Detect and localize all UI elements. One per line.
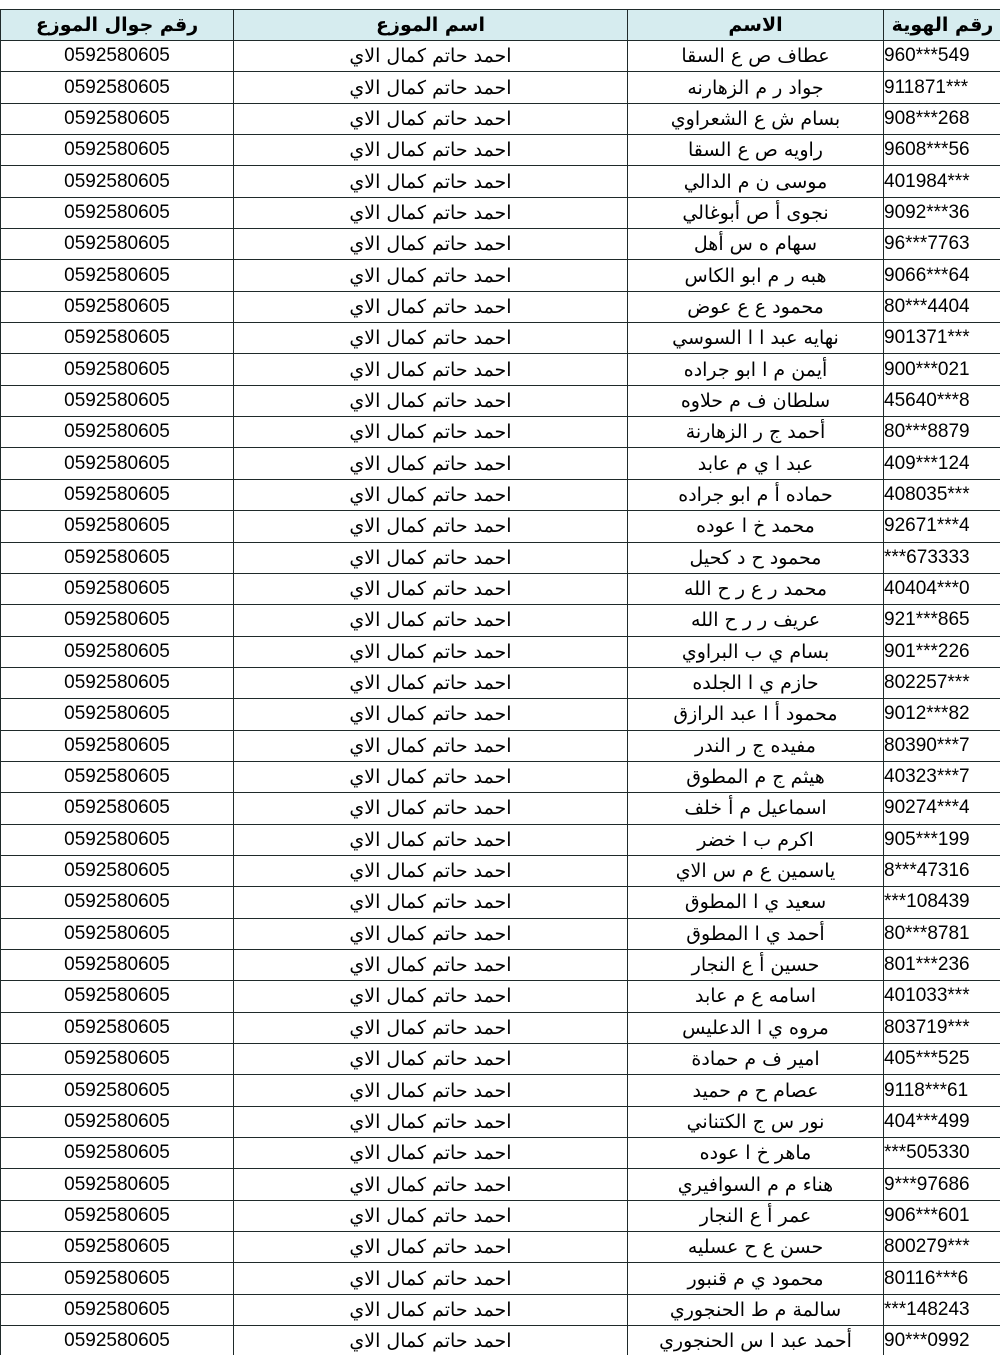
distributor-phone-cell: 0592580605 — [1, 1169, 234, 1200]
table-row — [1, 1044, 1000, 1075]
name-cell: أيمن م ا ابو جراده — [628, 354, 884, 385]
distributor-phone-cell: 0592580605 — [1, 323, 234, 354]
distributor-phone-cell: 0592580605 — [1, 730, 234, 761]
id-number-cell: 409***124 — [884, 448, 1000, 479]
id-number-cell: ***148243 — [884, 1294, 1000, 1325]
id-number-cell: 8***47316 — [884, 855, 1000, 886]
name-cell: محمود ع ع عوض — [628, 291, 884, 322]
table-row — [1, 1075, 1000, 1106]
distributor-name-cell: احمد حاتم كمال الاي — [234, 260, 628, 291]
table-row — [1, 573, 1000, 604]
table-row — [1, 260, 1000, 291]
table-row — [1, 1138, 1000, 1169]
id-number-cell: ***505330 — [884, 1138, 1000, 1169]
name-cell: بسام ي ب البراوي — [628, 636, 884, 667]
distributor-phone-cell: 0592580605 — [1, 229, 234, 260]
header-distributor-name: اسم الموزع — [234, 10, 628, 41]
distributor-name-cell: احمد حاتم كمال الاي — [234, 229, 628, 260]
distributor-phone-cell: 0592580605 — [1, 448, 234, 479]
name-cell: عمر أ ع النجار — [628, 1200, 884, 1231]
distributor-name-cell: احمد حاتم كمال الاي — [234, 1263, 628, 1294]
distributor-phone-cell: 0592580605 — [1, 479, 234, 510]
distributor-name-cell: احمد حاتم كمال الاي — [234, 699, 628, 730]
id-number-cell: 80***8781 — [884, 918, 1000, 949]
distributor-phone-cell: 0592580605 — [1, 354, 234, 385]
name-cell: مروه ي ا الدعليس — [628, 1012, 884, 1043]
name-cell: محمد ر ع ر ح الله — [628, 573, 884, 604]
id-number-cell: 404***499 — [884, 1106, 1000, 1137]
distributor-name-cell: احمد حاتم كمال الاي — [234, 72, 628, 103]
id-number-cell: 405***525 — [884, 1044, 1000, 1075]
name-cell: ماهر خ ا عوده — [628, 1138, 884, 1169]
distributor-phone-cell: 0592580605 — [1, 949, 234, 980]
id-number-cell: 401033*** — [884, 981, 1000, 1012]
id-number-cell: ***673333 — [884, 542, 1000, 573]
distributor-name-cell: احمد حاتم كمال الاي — [234, 1012, 628, 1043]
name-cell: محمود ح د كحيل — [628, 542, 884, 573]
distributor-phone-cell: 0592580605 — [1, 103, 234, 134]
id-number-cell: 9608***56 — [884, 135, 1000, 166]
name-cell: حازم ي ا الجلده — [628, 667, 884, 698]
distributor-phone-cell: 0592580605 — [1, 573, 234, 604]
name-cell: أحمد ج ر الزهارنة — [628, 417, 884, 448]
table-row — [1, 1232, 1000, 1263]
name-cell: محمود أ ا عبد الرازق — [628, 699, 884, 730]
table-row — [1, 417, 1000, 448]
distributor-name-cell: احمد حاتم كمال الاي — [234, 479, 628, 510]
id-number-cell: 408035*** — [884, 479, 1000, 510]
distribution-table — [0, 9, 1000, 1355]
id-number-cell: 900***021 — [884, 354, 1000, 385]
distributor-name-cell: احمد حاتم كمال الاي — [234, 1075, 628, 1106]
distributor-name-cell: احمد حاتم كمال الاي — [234, 1232, 628, 1263]
id-number-cell: 90***0992 — [884, 1326, 1000, 1355]
distributor-phone-cell: 0592580605 — [1, 197, 234, 228]
name-cell: نور س ج الكتناني — [628, 1106, 884, 1137]
id-number-cell: 921***865 — [884, 605, 1000, 636]
table-row — [1, 354, 1000, 385]
distributor-phone-cell: 0592580605 — [1, 1232, 234, 1263]
name-cell: حسن ع ح عسليه — [628, 1232, 884, 1263]
distributor-phone-cell: 0592580605 — [1, 636, 234, 667]
table-row — [1, 605, 1000, 636]
table-row — [1, 197, 1000, 228]
id-number-cell: 802257*** — [884, 667, 1000, 698]
id-number-cell: 801***236 — [884, 949, 1000, 980]
name-cell: أحمد عبد ا س الحنجوري — [628, 1326, 884, 1355]
id-number-cell: 803719*** — [884, 1012, 1000, 1043]
distributor-phone-cell: 0592580605 — [1, 1044, 234, 1075]
distributor-name-cell: احمد حاتم كمال الاي — [234, 824, 628, 855]
id-number-cell: 960***549 — [884, 41, 1000, 72]
header-name: الاسم — [628, 10, 884, 41]
id-number-cell: 901***226 — [884, 636, 1000, 667]
distributor-phone-cell: 0592580605 — [1, 761, 234, 792]
distributor-name-cell: احمد حاتم كمال الاي — [234, 1326, 628, 1355]
distributor-name-cell: احمد حاتم كمال الاي — [234, 385, 628, 416]
id-number-cell: 906***601 — [884, 1200, 1000, 1231]
distributor-name-cell: احمد حاتم كمال الاي — [234, 103, 628, 134]
table-row — [1, 918, 1000, 949]
id-number-cell: 90274***4 — [884, 793, 1000, 824]
name-cell: حسين أ ع النجار — [628, 949, 884, 980]
table-body — [1, 41, 1000, 1355]
header-id-number: رقم الهوية — [884, 10, 1000, 41]
name-cell: عبد ا ي م عابد — [628, 448, 884, 479]
table-row — [1, 448, 1000, 479]
distributor-name-cell: احمد حاتم كمال الاي — [234, 291, 628, 322]
distributor-phone-cell: 0592580605 — [1, 855, 234, 886]
name-cell: اكرم ب ا خضر — [628, 824, 884, 855]
distributor-name-cell: احمد حاتم كمال الاي — [234, 1138, 628, 1169]
distributor-name-cell: احمد حاتم كمال الاي — [234, 887, 628, 918]
distributor-name-cell: احمد حاتم كمال الاي — [234, 511, 628, 542]
name-cell: عريف ر ر ح الله — [628, 605, 884, 636]
id-number-cell: 9118***61 — [884, 1075, 1000, 1106]
id-number-cell: 9012***82 — [884, 699, 1000, 730]
table-row — [1, 1012, 1000, 1043]
id-number-cell: 40323***7 — [884, 761, 1000, 792]
distributor-phone-cell: 0592580605 — [1, 1326, 234, 1355]
distributor-phone-cell: 0592580605 — [1, 667, 234, 698]
distributor-phone-cell: 0592580605 — [1, 542, 234, 573]
name-cell: أحمد ي ا المطوق — [628, 918, 884, 949]
distributor-phone-cell: 0592580605 — [1, 699, 234, 730]
distributor-phone-cell: 0592580605 — [1, 1294, 234, 1325]
distributor-name-cell: احمد حاتم كمال الاي — [234, 1294, 628, 1325]
distributor-name-cell: احمد حاتم كمال الاي — [234, 1106, 628, 1137]
id-number-cell: 80***4404 — [884, 291, 1000, 322]
table-row — [1, 41, 1000, 72]
distributor-phone-cell: 0592580605 — [1, 824, 234, 855]
distributor-name-cell: احمد حاتم كمال الاي — [234, 573, 628, 604]
table-header — [1, 10, 1000, 41]
distributor-name-cell: احمد حاتم كمال الاي — [234, 542, 628, 573]
id-number-cell: 901371*** — [884, 323, 1000, 354]
name-cell: سهام ه س أهل — [628, 229, 884, 260]
distributor-name-cell: احمد حاتم كمال الاي — [234, 949, 628, 980]
table-row — [1, 166, 1000, 197]
distributor-name-cell: احمد حاتم كمال الاي — [234, 448, 628, 479]
table-row — [1, 855, 1000, 886]
id-number-cell: 96***7763 — [884, 229, 1000, 260]
distributor-name-cell: احمد حاتم كمال الاي — [234, 605, 628, 636]
id-number-cell: 800279*** — [884, 1232, 1000, 1263]
name-cell: محمود ي م قنبور — [628, 1263, 884, 1294]
distributor-name-cell: احمد حاتم كمال الاي — [234, 354, 628, 385]
table-row — [1, 730, 1000, 761]
distributor-name-cell: احمد حاتم كمال الاي — [234, 793, 628, 824]
table-row — [1, 1169, 1000, 1200]
name-cell: سالمة م ط الحنجوري — [628, 1294, 884, 1325]
id-number-cell: 9066***64 — [884, 260, 1000, 291]
table-row — [1, 636, 1000, 667]
name-cell: عصام ح م حميد — [628, 1075, 884, 1106]
table-row — [1, 385, 1000, 416]
table-row — [1, 1294, 1000, 1325]
name-cell: عطاف ص ع السقا — [628, 41, 884, 72]
distributor-name-cell: احمد حاتم كمال الاي — [234, 135, 628, 166]
name-cell: بسام ش ع الشعراوي — [628, 103, 884, 134]
table-row — [1, 824, 1000, 855]
id-number-cell: 45640***8 — [884, 385, 1000, 416]
table-row — [1, 1326, 1000, 1355]
header-row — [1, 10, 1000, 41]
id-number-cell: 80390***7 — [884, 730, 1000, 761]
distributor-name-cell: احمد حاتم كمال الاي — [234, 1169, 628, 1200]
id-number-cell: 80116***6 — [884, 1263, 1000, 1294]
header-distributor-phone: رقم جوال الموزع — [1, 10, 234, 41]
id-number-cell: 9092***36 — [884, 197, 1000, 228]
distributor-phone-cell: 0592580605 — [1, 166, 234, 197]
name-cell: امير ف م حمادة — [628, 1044, 884, 1075]
table-row — [1, 981, 1000, 1012]
distributor-phone-cell: 0592580605 — [1, 1075, 234, 1106]
name-cell: هيثم ج م المطوق — [628, 761, 884, 792]
distributor-name-cell: احمد حاتم كمال الاي — [234, 981, 628, 1012]
id-number-cell: 9***97686 — [884, 1169, 1000, 1200]
table-row — [1, 511, 1000, 542]
distributor-name-cell: احمد حاتم كمال الاي — [234, 636, 628, 667]
distributor-phone-cell: 0592580605 — [1, 1200, 234, 1231]
name-cell: نجوى أ ص أبوغالي — [628, 197, 884, 228]
distributor-phone-cell: 0592580605 — [1, 511, 234, 542]
name-cell: هناء م م السوافيري — [628, 1169, 884, 1200]
distributor-name-cell: احمد حاتم كمال الاي — [234, 1200, 628, 1231]
id-number-cell: 40404***0 — [884, 573, 1000, 604]
name-cell: جواد ر م الزهارنه — [628, 72, 884, 103]
name-cell: سعيد ي ا المطوق — [628, 887, 884, 918]
distributor-phone-cell: 0592580605 — [1, 1106, 234, 1137]
distributor-name-cell: احمد حاتم كمال الاي — [234, 166, 628, 197]
distributor-phone-cell: 0592580605 — [1, 1263, 234, 1294]
id-number-cell: 905***199 — [884, 824, 1000, 855]
table-row — [1, 761, 1000, 792]
name-cell: سلطان ف م حلاوه — [628, 385, 884, 416]
distributor-phone-cell: 0592580605 — [1, 385, 234, 416]
distributor-phone-cell: 0592580605 — [1, 260, 234, 291]
distributor-phone-cell: 0592580605 — [1, 887, 234, 918]
table-row — [1, 135, 1000, 166]
id-number-cell: 80***8879 — [884, 417, 1000, 448]
distributor-phone-cell: 0592580605 — [1, 417, 234, 448]
id-number-cell: ***108439 — [884, 887, 1000, 918]
distributor-name-cell: احمد حاتم كمال الاي — [234, 323, 628, 354]
table-row — [1, 1106, 1000, 1137]
distributor-name-cell: احمد حاتم كمال الاي — [234, 1044, 628, 1075]
distributor-name-cell: احمد حاتم كمال الاي — [234, 918, 628, 949]
table-row — [1, 949, 1000, 980]
table-row — [1, 542, 1000, 573]
table-row — [1, 699, 1000, 730]
table-row — [1, 793, 1000, 824]
name-cell: مفيده ج ر الندر — [628, 730, 884, 761]
distributor-phone-cell: 0592580605 — [1, 793, 234, 824]
name-cell: اسامه ع م عابد — [628, 981, 884, 1012]
name-cell: راويه ص ع السقا — [628, 135, 884, 166]
name-cell: اسماعيل م أ خلف — [628, 793, 884, 824]
distributor-name-cell: احمد حاتم كمال الاي — [234, 730, 628, 761]
table-row — [1, 72, 1000, 103]
distributor-name-cell: احمد حاتم كمال الاي — [234, 417, 628, 448]
name-cell: محمد خ ا عوده — [628, 511, 884, 542]
name-cell: هبه ر م ابو الكاس — [628, 260, 884, 291]
table-row — [1, 229, 1000, 260]
table-row — [1, 887, 1000, 918]
distributor-name-cell: احمد حاتم كمال الاي — [234, 667, 628, 698]
distributor-phone-cell: 0592580605 — [1, 1138, 234, 1169]
id-number-cell: 911871*** — [884, 72, 1000, 103]
distributor-name-cell: احمد حاتم كمال الاي — [234, 855, 628, 886]
distributor-phone-cell: 0592580605 — [1, 41, 234, 72]
name-cell: حماده أ م ابو جراده — [628, 479, 884, 510]
name-cell: موسى ن م الدالي — [628, 166, 884, 197]
id-number-cell: 908***268 — [884, 103, 1000, 134]
distributor-name-cell: احمد حاتم كمال الاي — [234, 197, 628, 228]
table-row — [1, 479, 1000, 510]
id-number-cell: 401984*** — [884, 166, 1000, 197]
table-row — [1, 1200, 1000, 1231]
distributor-phone-cell: 0592580605 — [1, 981, 234, 1012]
name-cell: ياسمين ع م س الاي — [628, 855, 884, 886]
table-row — [1, 103, 1000, 134]
distributor-phone-cell: 0592580605 — [1, 605, 234, 636]
distributor-name-cell: احمد حاتم كمال الاي — [234, 41, 628, 72]
table-row — [1, 667, 1000, 698]
table-row — [1, 1263, 1000, 1294]
table-row — [1, 291, 1000, 322]
distributor-phone-cell: 0592580605 — [1, 918, 234, 949]
distributor-name-cell: احمد حاتم كمال الاي — [234, 761, 628, 792]
distributor-phone-cell: 0592580605 — [1, 291, 234, 322]
table-row — [1, 323, 1000, 354]
name-cell: نهايه عبد ا ا السوسي — [628, 323, 884, 354]
distributor-phone-cell: 0592580605 — [1, 135, 234, 166]
distributor-phone-cell: 0592580605 — [1, 72, 234, 103]
distributor-phone-cell: 0592580605 — [1, 1012, 234, 1043]
id-number-cell: 92671***4 — [884, 511, 1000, 542]
